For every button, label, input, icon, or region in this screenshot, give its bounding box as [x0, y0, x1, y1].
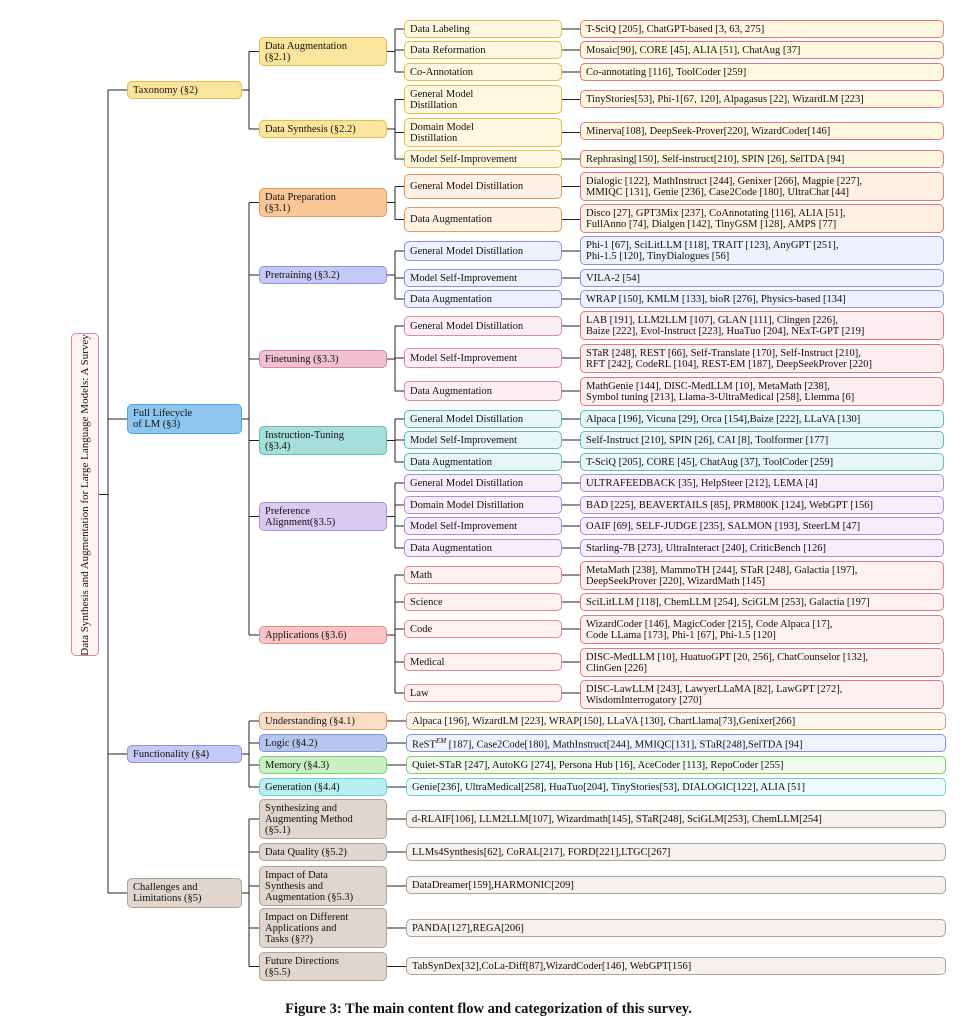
node-s3-label: Model Self-Improvement: [410, 153, 518, 165]
leaf-a1: [580, 20, 944, 38]
leaf-understanding-label: Alpaca [196], WizardLM [223], WRAP[150], LLaVA [130], ChartLlama[73],Genixer[266]: [412, 715, 796, 727]
leaf-r4: [580, 539, 944, 557]
leaf-p1: [580, 172, 944, 201]
node-taxonomy-label: Taxonomy (§2): [133, 84, 198, 96]
leaf-ap2: [580, 593, 944, 611]
leaf-a2: [580, 41, 944, 59]
leaf-ap4-label: DISC-MedLLM [10], HuatuoGPT [20, 256], ChatCounselor [132], ClinGen [226]: [586, 651, 869, 674]
node-memory: [259, 756, 387, 774]
node-f2: [404, 348, 562, 368]
node-ap4: [404, 653, 562, 671]
leaf-p1-label: Dialogic [122], MathInstruct [244], Genixer [266], Magpie [227], MMIQC [131], Genie [236], Case2Code [180], UltraChat [44]: [586, 175, 863, 198]
leaf-f3: [580, 377, 944, 406]
node-s2-label: Domain Model Distillation: [410, 121, 474, 144]
leaf-ap2-label: SciLitLLM [118], ChemLLM [254], SciGLM [253], Galactia [197]: [586, 596, 870, 608]
leaf-f2: [580, 344, 944, 373]
node-functionality: [127, 745, 242, 763]
leaf-a1-label: T-SciQ [205], ChatGPT-based [3, 63, 275]: [586, 23, 765, 35]
leaf-ap1: [580, 561, 944, 590]
node-t3: [404, 290, 562, 308]
leaf-r1-label: ULTRAFEEDBACK [35], HelpSteer [212], LEMA [4]: [586, 477, 818, 489]
node-f3: [404, 381, 562, 401]
node-c3-label: Impact of Data Synthesis and Augmentation (§5.3): [265, 869, 354, 903]
leaf-s1: [580, 90, 944, 108]
node-ap1-label: Math: [410, 569, 433, 581]
leaf-f1-label: LAB [191], LLM2LLM [107], GLAN [111], Clingen [226], Baize [222], Evol-Instruct [223], HuaTuo [204], NExT-GPT [219]: [586, 314, 865, 337]
leaf-c5-label: TabSynDex[32],CoLa-Diff[87],WizardCoder[146], WebGPT[156]: [412, 960, 692, 972]
node-a2: [404, 41, 562, 59]
node-c2-label: Data Quality (§5.2): [265, 846, 347, 858]
node-c3: [259, 866, 387, 906]
leaf-c4-label: PANDA[127],REGA[206]: [412, 922, 524, 934]
node-a3: [404, 63, 562, 81]
node-ap1: [404, 566, 562, 584]
node-c4: [259, 908, 387, 948]
node-instruct-label: Instruction-Tuning (§3.4): [265, 429, 344, 452]
node-t3-label: Data Augmentation: [410, 293, 492, 305]
node-t1-label: General Model Distillation: [410, 245, 524, 257]
leaf-s3-label: Rephrasing[150], Self-instruct[210], SPIN [26], SelTDA [94]: [586, 153, 845, 165]
leaf-generation: [406, 778, 946, 796]
node-r2-label: Domain Model Distillation: [410, 499, 524, 511]
node-aug-label: Data Augmentation (§2.1): [265, 40, 347, 63]
node-f1-label: General Model Distillation: [410, 320, 524, 332]
node-f1: [404, 316, 562, 336]
node-pref: [259, 502, 387, 531]
node-prep-label: Data Preparation (§3.1): [265, 191, 336, 214]
node-f2-label: Model Self-Improvement: [410, 352, 518, 364]
node-ap5: [404, 684, 562, 702]
node-r1-label: General Model Distillation: [410, 477, 524, 489]
leaf-t2: [580, 269, 944, 287]
node-apps: [259, 626, 387, 644]
node-challenges: [127, 878, 242, 908]
node-generation-label: Generation (§4.4): [265, 781, 340, 793]
leaf-t1: [580, 236, 944, 265]
leaf-ap3: [580, 615, 944, 644]
node-c5: [259, 952, 387, 981]
leaf-p2: [580, 204, 944, 233]
node-understanding-label: Understanding (§4.1): [265, 715, 355, 727]
node-i1: [404, 410, 562, 428]
leaf-logic: [406, 734, 946, 752]
leaf-a3: [580, 63, 944, 81]
leaf-r3: [580, 517, 944, 535]
leaf-s2-label: Minerva[108], DeepSeek-Prover[220], WizardCoder[146]: [586, 125, 831, 137]
node-i1-label: General Model Distillation: [410, 413, 524, 425]
leaf-logic-label: ReST$^{EM}$ [187], Case2Code[180], MathInstruct[244], MMIQC[131], STaR[248],SelTDA [94]: [412, 736, 803, 751]
figure-caption: Figure 3: The main content flow and categorization of this survey.: [285, 1001, 692, 1017]
node-c1: [259, 799, 387, 839]
leaf-r2: [580, 496, 944, 514]
node-lifecycle: [127, 404, 242, 434]
leaf-s1-label: TinyStories[53], Phi-1[67, 120], Alpagasus [22], WizardLM [223]: [586, 93, 864, 105]
node-ap2-label: Science: [410, 596, 443, 608]
node-logic-label: Logic (§4.2): [265, 737, 318, 749]
node-logic: [259, 734, 387, 752]
node-challenges-label: Challenges and Limitations (§5): [133, 882, 202, 904]
leaf-ap4: [580, 648, 944, 677]
node-ap5-label: Law: [410, 687, 429, 699]
node-a3-label: Co-Annotation: [410, 66, 473, 78]
node-s3: [404, 150, 562, 168]
node-a1-label: Data Labeling: [410, 23, 470, 35]
node-taxonomy: [127, 81, 242, 99]
leaf-f2-label: STaR [248], REST [66], Self-Translate [170], Self-Instruct [210], RFT [242], CodeRL [104], REST-EM [187], DeepSeekProver [220]: [586, 347, 872, 370]
leaf-r2-label: BAD [225], BEAVERTAILS [85], PRM800K [124], WebGPT [156]: [586, 499, 874, 511]
node-r3: [404, 517, 562, 535]
node-finetune-label: Finetuning (§3.3): [265, 353, 339, 365]
leaf-i3: [580, 453, 944, 471]
node-ap4-label: Medical: [410, 656, 445, 668]
node-pref-label: Preference Alignment(§3.5): [265, 505, 336, 528]
leaf-i2: [580, 431, 944, 449]
root-node: [71, 333, 99, 656]
leaf-c2-label: LLMs4Synthesis[62], CoRAL[217], FORD[221],LTGC[267]: [412, 846, 671, 858]
leaf-generation-label: Genie[236], UltraMedical[258], HuaTuo[204], TinyStories[53], DIALOGIC[122], ALIA [51]: [412, 781, 806, 793]
leaf-r1: [580, 474, 944, 492]
leaf-p2-label: Disco [27], GPT3Mix [237], CoAnnotating [116], ALIA [51], FullAnno [74], Dialgen [142], TinyGSM [128], AMPS [77]: [586, 207, 846, 230]
node-i3: [404, 453, 562, 471]
node-t2: [404, 269, 562, 287]
node-memory-label: Memory (§4.3): [265, 759, 330, 771]
leaf-ap1-label: MetaMath [238], MammoTH [244], STaR [248], Galactia [197], DeepSeekProver [220], WizardMath [145]: [586, 564, 858, 587]
node-f3-label: Data Augmentation: [410, 385, 492, 397]
node-r1: [404, 474, 562, 492]
node-t2-label: Model Self-Improvement: [410, 272, 518, 284]
node-ap2: [404, 593, 562, 611]
leaf-c1-label: d-RLAIF[106], LLM2LLM[107], Wizardmath[145], STaR[248], SciGLM[253], ChemLLM[254]: [412, 813, 822, 825]
leaf-i3-label: T-SciQ [205], CORE [45], ChatAug [37], ToolCoder [259]: [586, 456, 834, 468]
node-prep: [259, 188, 387, 217]
node-a1: [404, 20, 562, 38]
node-understanding: [259, 712, 387, 730]
node-generation: [259, 778, 387, 796]
node-r2: [404, 496, 562, 514]
node-s2: [404, 118, 562, 147]
node-syn: [259, 120, 387, 138]
leaf-i1: [580, 410, 944, 428]
node-i2-label: Model Self-Improvement: [410, 434, 518, 446]
leaf-c4: [406, 919, 946, 937]
node-instruct: [259, 426, 387, 455]
leaf-c3: [406, 876, 946, 894]
node-ap3: [404, 620, 562, 638]
leaf-t1-label: Phi-1 [67], SciLitLLM [118], TRAIT [123], AnyGPT [251], Phi-1.5 [120], TinyDialogues [56]: [586, 239, 839, 262]
node-aug: [259, 37, 387, 66]
node-t1: [404, 241, 562, 261]
node-lifecycle-label: Full Lifecycle of LM (§3): [133, 408, 193, 430]
leaf-t3: [580, 290, 944, 308]
leaf-r3-label: OAIF [69], SELF-JUDGE [235], SALMON [193], SteerLM [47]: [586, 520, 861, 532]
leaf-c3-label: DataDreamer[159],HARMONIC[209]: [412, 879, 574, 891]
leaf-f1: [580, 311, 944, 340]
leaf-i1-label: Alpaca [196], Vicuna [29], Orca [154],Baize [222], LLaVA [130]: [586, 413, 861, 425]
node-functionality-label: Functionality (§4): [133, 748, 210, 760]
leaf-ap5-label: DISC-LawLLM [243], LawyerLLaMA [82], LawGPT [272], WisdomInterrogatory [270]: [586, 683, 843, 706]
leaf-c5: [406, 957, 946, 975]
leaf-ap5: [580, 680, 944, 709]
node-p2-label: Data Augmentation: [410, 214, 492, 225]
leaf-a2-label: Mosaic[90], CORE [45], ALIA [51], ChatAug [37]: [586, 44, 801, 56]
leaf-s2: [580, 122, 944, 140]
leaf-memory: [406, 756, 946, 774]
leaf-understanding: [406, 712, 946, 730]
node-i2: [404, 431, 562, 449]
node-r4: [404, 539, 562, 557]
node-p1-label: General Model Distillation: [410, 181, 524, 192]
node-p2: [404, 207, 562, 232]
root-label: Data Synthesis and Augmentation for Large Language Models: A Survey: [79, 333, 91, 656]
node-pretrain: [259, 266, 387, 284]
node-c2: [259, 843, 387, 861]
leaf-s3: [580, 150, 944, 168]
node-p1: [404, 174, 562, 199]
leaf-c2: [406, 843, 946, 861]
node-apps-label: Applications (§3.6): [265, 629, 347, 641]
node-c5-label: Future Directions (§5.5): [265, 955, 339, 978]
node-a2-label: Data Reformation: [410, 44, 486, 56]
node-c1-label: Synthesizing and Augmenting Method (§5.1): [265, 802, 353, 836]
leaf-memory-label: Quiet-STaR [247], AutoKG [274], Persona Hub [16], AceCoder [113], RepoCoder [255]: [412, 759, 784, 771]
leaf-f3-label: MathGenie [144], DISC-MedLLM [10], MetaMath [238], Symbol tuning [213], Llama-3-UltraMedical [258], Llemma [6]: [586, 380, 855, 403]
node-s1: [404, 85, 562, 114]
leaf-t3-label: WRAP [150], KMLM [133], bioR [276], Physics-based [134]: [586, 293, 846, 305]
node-i3-label: Data Augmentation: [410, 456, 492, 468]
leaf-t2-label: VILA-2 [54]: [586, 272, 640, 284]
leaf-ap3-label: WizardCoder [146], MagicCoder [215], Code Alpaca [17], Code LLama [173], Phi-1 [67], Phi-1.5 [120]: [586, 618, 833, 641]
node-syn-label: Data Synthesis (§2.2): [265, 123, 356, 135]
node-s1-label: General Model Distillation: [410, 88, 474, 111]
node-r4-label: Data Augmentation: [410, 542, 492, 554]
node-c4-label: Impact on Different Applications and Tasks (§??): [265, 911, 349, 945]
leaf-i2-label: Self-Instruct [210], SPIN [26], CAI [8], Toolformer [177]: [586, 434, 829, 446]
leaf-a3-label: Co-annotating [116], ToolCoder [259]: [586, 66, 747, 78]
leaf-c1: [406, 810, 946, 828]
leaf-r4-label: Starling-7B [273], UltraInteract [240], CriticBench [126]: [586, 542, 826, 554]
node-ap3-label: Code: [410, 623, 433, 635]
node-r3-label: Model Self-Improvement: [410, 520, 518, 532]
node-finetune: [259, 350, 387, 368]
node-pretrain-label: Pretraining (§3.2): [265, 269, 340, 281]
